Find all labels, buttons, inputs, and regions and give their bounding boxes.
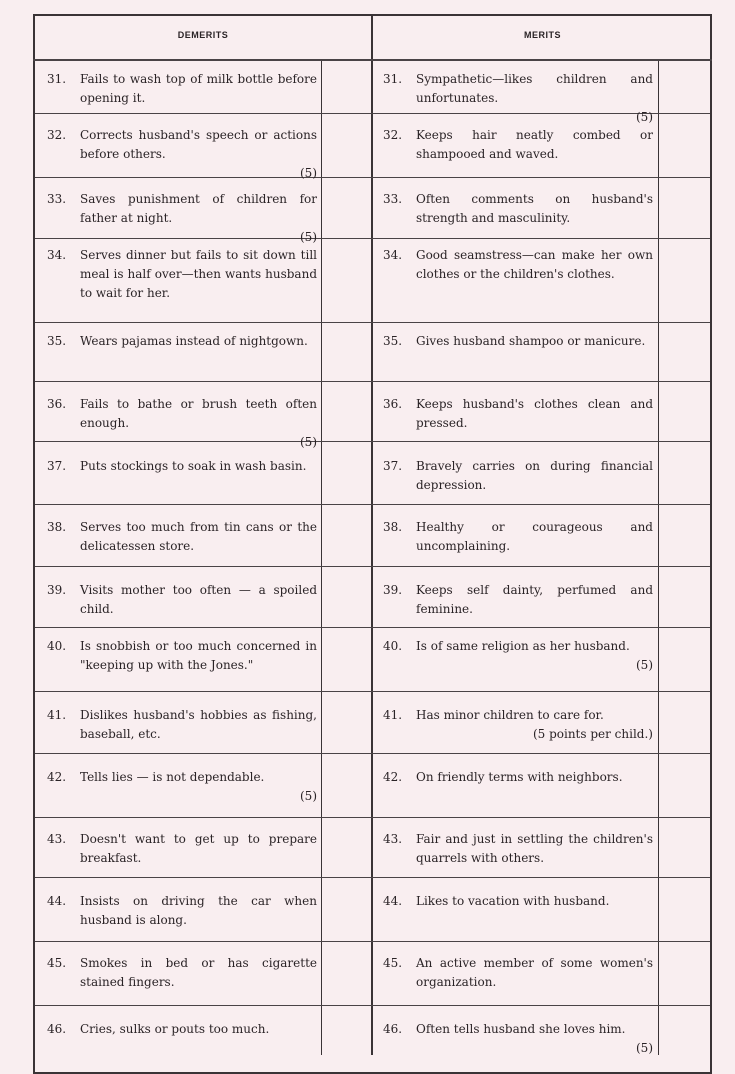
row-separator bbox=[35, 566, 710, 567]
header-rule bbox=[33, 59, 712, 61]
row-separator bbox=[35, 1005, 710, 1006]
row-separator bbox=[35, 877, 710, 878]
item-number: 43. bbox=[47, 832, 67, 846]
item-number: 42. bbox=[47, 770, 67, 784]
demerits-heading: DEMERITS bbox=[177, 30, 229, 40]
points-value: (5) bbox=[300, 230, 317, 244]
row-separator bbox=[35, 627, 710, 628]
item-text: Smokes in bed or has cigarette stained fingers. bbox=[80, 956, 317, 989]
points-value: (5) bbox=[300, 435, 317, 449]
item-text: Keeps husband's clothes clean and pressed. bbox=[416, 397, 653, 430]
item-text: Has minor children to care for. bbox=[416, 708, 604, 722]
item-text: Is of same religion as her husband. bbox=[416, 639, 630, 653]
item-number: 44. bbox=[383, 894, 403, 908]
item-number: 35. bbox=[383, 334, 403, 348]
points-value: (5) bbox=[300, 166, 317, 180]
item-text: Insists on driving the car when husband is along. bbox=[80, 894, 317, 927]
item-text: Tells lies — is not dependable. bbox=[80, 770, 265, 784]
item-text: Keeps hair neatly combed or shampooed and waved. bbox=[416, 128, 653, 161]
points-value: (5) bbox=[636, 1041, 653, 1055]
item-text: Dislikes husband's hobbies as fishing, baseball, etc. bbox=[80, 708, 317, 741]
item-text: Saves punishment of children for father at night. bbox=[80, 192, 317, 225]
item-text: Wears pajamas instead of nightgown. bbox=[80, 334, 308, 348]
item-text: Serves dinner but fails to sit down till meal is half over—then wants husband to wait for her. bbox=[80, 248, 317, 300]
merits-score-column-line bbox=[658, 60, 659, 1055]
item-number: 32. bbox=[383, 128, 403, 142]
item-text: Is snobbish or too much concerned in "keeping up with the Jones." bbox=[80, 639, 317, 672]
item-number: 35. bbox=[47, 334, 67, 348]
row-separator bbox=[35, 691, 710, 692]
item-text: Bravely carries on during financial depression. bbox=[416, 459, 653, 492]
item-number: 39. bbox=[383, 583, 403, 597]
item-text: Gives husband shampoo or manicure. bbox=[416, 334, 646, 348]
item-text: Serves too much from tin cans or the delicatessen store. bbox=[80, 520, 317, 553]
item-text: An active member of some women's organization. bbox=[416, 956, 653, 989]
points-value: (5) bbox=[636, 110, 653, 124]
item-number: 45. bbox=[383, 956, 403, 970]
item-text: Puts stockings to soak in wash basin. bbox=[80, 459, 307, 473]
item-number: 31. bbox=[383, 72, 403, 86]
item-text: Cries, sulks or pouts too much. bbox=[80, 1022, 270, 1036]
item-number: 38. bbox=[47, 520, 67, 534]
row-separator bbox=[35, 941, 710, 942]
item-number: 41. bbox=[383, 708, 403, 722]
points-value: (5 points per child.) bbox=[532, 727, 653, 741]
item-text: Fails to bathe or brush teeth often enough. bbox=[80, 397, 317, 430]
item-number: 44. bbox=[47, 894, 67, 908]
item-number: 32. bbox=[47, 128, 67, 142]
row-separator bbox=[35, 322, 710, 323]
item-text: Likes to vacation with husband. bbox=[416, 894, 610, 908]
item-number: 37. bbox=[47, 459, 67, 473]
merits-heading: MERITS bbox=[523, 30, 561, 40]
item-text: Fair and just in settling the children's quarrels with others. bbox=[416, 832, 653, 865]
item-text: Keeps self dainty, perfumed and feminine. bbox=[416, 583, 653, 616]
item-number: 36. bbox=[47, 397, 67, 411]
item-number: 45. bbox=[47, 956, 67, 970]
item-text: Corrects husband's speech or actions before others. bbox=[80, 128, 317, 161]
item-text: On friendly terms with neighbors. bbox=[416, 770, 623, 784]
item-text: Often tells husband she loves him. bbox=[416, 1022, 626, 1036]
item-number: 37. bbox=[383, 459, 403, 473]
item-text: Healthy or courageous and uncomplaining. bbox=[416, 520, 653, 553]
points-value: (5) bbox=[636, 658, 653, 672]
row-separator bbox=[35, 817, 710, 818]
item-text: Visits mother too often — a spoiled child. bbox=[80, 583, 317, 616]
item-number: 40. bbox=[47, 639, 67, 653]
item-text: Often comments on husband's strength and masculinity. bbox=[416, 192, 653, 225]
item-number: 46. bbox=[47, 1022, 67, 1036]
item-text: Doesn't want to get up to prepare breakfast. bbox=[80, 832, 317, 865]
item-number: 46. bbox=[383, 1022, 403, 1036]
row-separator bbox=[35, 504, 710, 505]
item-number: 34. bbox=[47, 248, 67, 262]
row-separator bbox=[35, 381, 710, 382]
item-number: 39. bbox=[47, 583, 67, 597]
item-number: 33. bbox=[47, 192, 67, 206]
item-text: Fails to wash top of milk bottle before opening it. bbox=[80, 72, 317, 105]
item-number: 43. bbox=[383, 832, 403, 846]
item-number: 40. bbox=[383, 639, 403, 653]
points-value: (5) bbox=[300, 789, 317, 803]
item-text: Sympathetic—likes children and unfortunates. bbox=[416, 72, 653, 105]
item-text: Good seamstress—can make her own clothes or the children's clothes. bbox=[416, 248, 653, 281]
item-number: 36. bbox=[383, 397, 403, 411]
item-number: 42. bbox=[383, 770, 403, 784]
item-number: 33. bbox=[383, 192, 403, 206]
item-number: 31. bbox=[47, 72, 67, 86]
column-divider bbox=[371, 14, 373, 1055]
item-number: 34. bbox=[383, 248, 403, 262]
demerits-score-column-line bbox=[321, 60, 322, 1055]
item-number: 41. bbox=[47, 708, 67, 722]
row-separator bbox=[35, 753, 710, 754]
item-number: 38. bbox=[383, 520, 403, 534]
